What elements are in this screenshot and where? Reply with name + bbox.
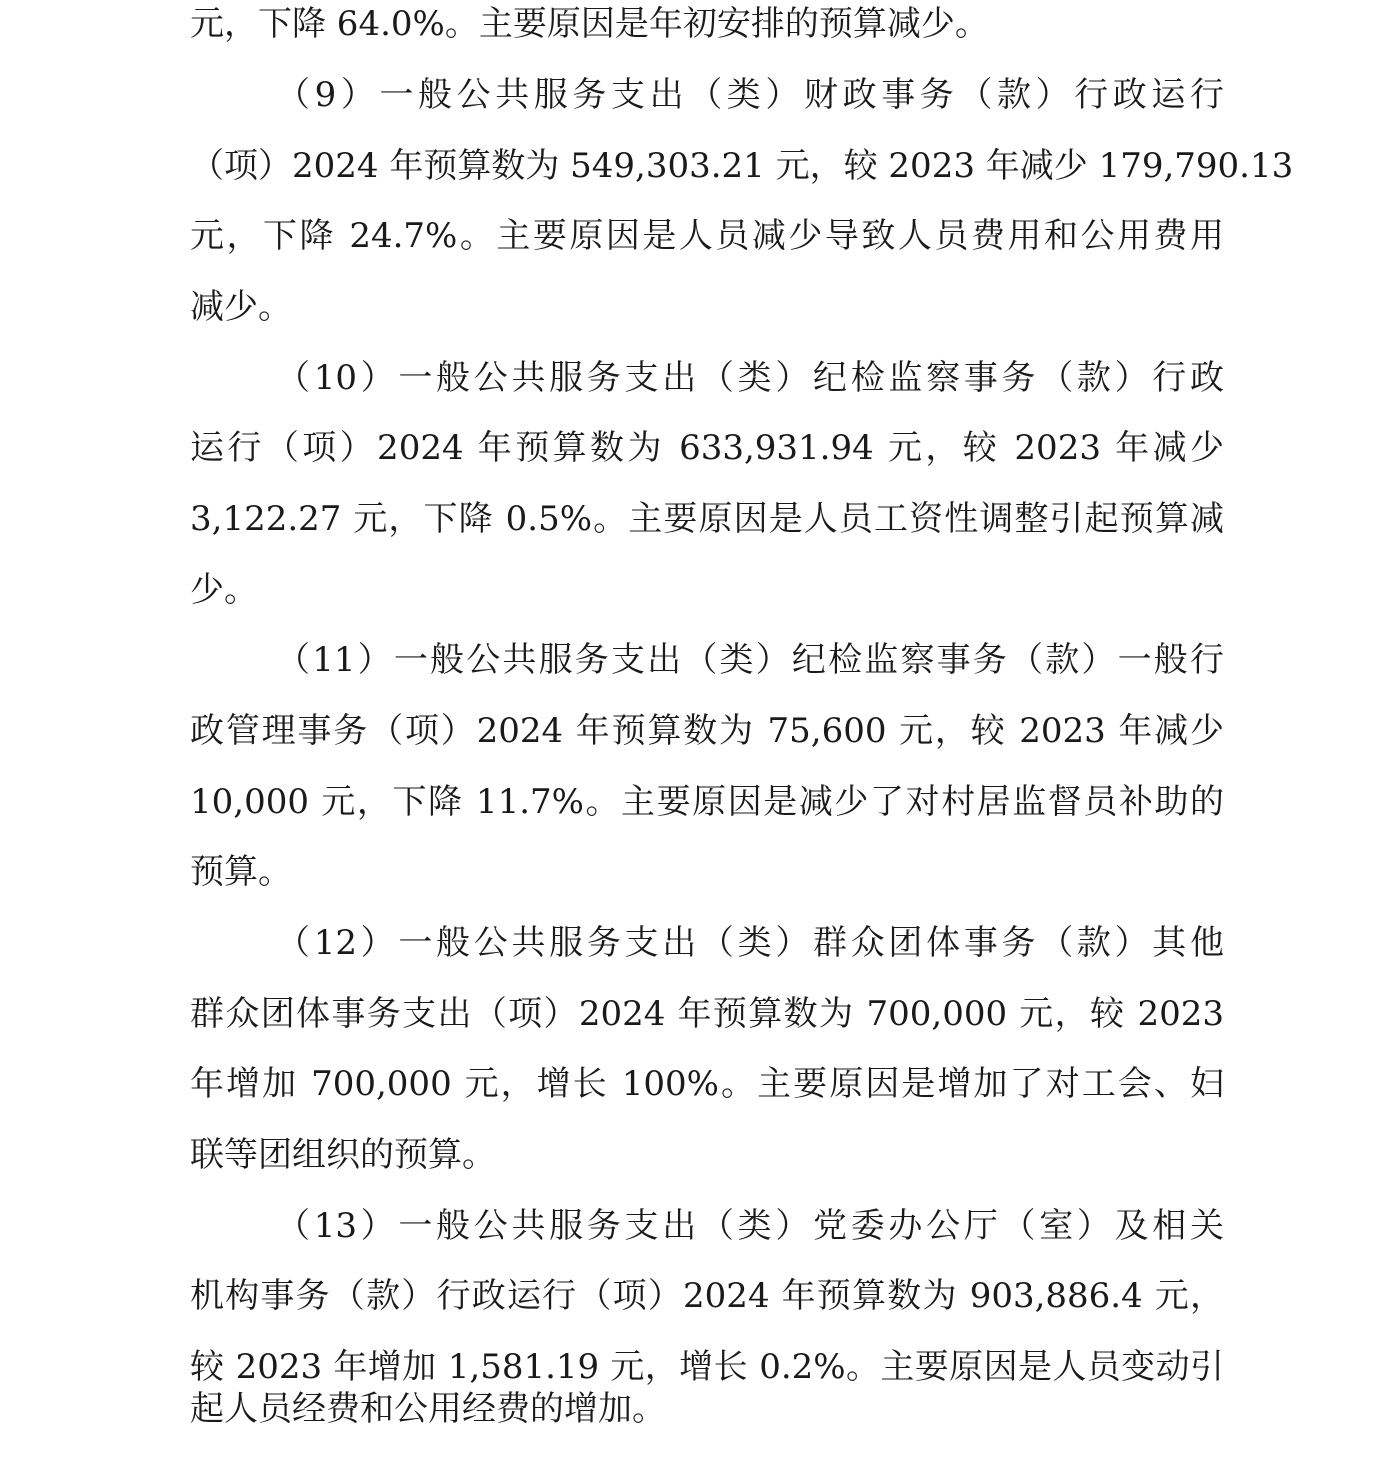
- paragraph-10-line-4: 少。: [190, 570, 258, 610]
- paragraph-9-line-1: （9）一般公共服务支出（类）财政事务（款）行政运行: [276, 75, 1224, 115]
- paragraph-9-line-3: 元，下降 24.7%。主要原因是人员减少导致人员费用和公用费用: [190, 216, 1224, 256]
- paragraph-9-line-2: （项）2024 年预算数为 549,303.21 元，较 2023 年减少 179,790.13: [190, 146, 1294, 186]
- paragraph-13-line-1: （13）一般公共服务支出（类）党委办公厅（室）及相关: [276, 1206, 1224, 1246]
- paragraph-10-line-3: 3,122.27 元，下降 0.5%。主要原因是人员工资性调整引起预算减: [190, 499, 1224, 539]
- paragraph-10-line-1: （10）一般公共服务支出（类）纪检监察事务（款）行政: [276, 358, 1224, 398]
- paragraph-13-line-4: 起人员经费和公用经费的增加。: [190, 1389, 666, 1429]
- paragraph-12-line-3: 年增加 700,000 元，增长 100%。主要原因是增加了对工会、妇: [190, 1064, 1224, 1104]
- paragraph-12-line-1: （12）一般公共服务支出（类）群众团体事务（款）其他: [276, 923, 1224, 963]
- paragraph-13-line-2: 机构事务（款）行政运行（项）2024 年预算数为 903,886.4 元，: [190, 1276, 1224, 1316]
- paragraph-11-line-2: 政管理事务（项）2024 年预算数为 75,600 元，较 2023 年减少: [190, 711, 1224, 751]
- text-line-1: 元，下降 64.0%。主要原因是年初安排的预算减少。: [190, 4, 989, 44]
- paragraph-13-line-3: 较 2023 年增加 1,581.19 元，增长 0.2%。主要原因是人员变动引: [190, 1347, 1224, 1387]
- paragraph-12-line-2: 群众团体事务支出（项）2024 年预算数为 700,000 元，较 2023: [190, 994, 1224, 1034]
- paragraph-9-line-4: 减少。: [190, 287, 292, 327]
- paragraph-10-line-2: 运行（项）2024 年预算数为 633,931.94 元，较 2023 年减少: [190, 428, 1224, 468]
- paragraph-11-line-1: （11）一般公共服务支出（类）纪检监察事务（款）一般行: [276, 640, 1224, 680]
- paragraph-12-line-4: 联等团组织的预算。: [190, 1135, 496, 1175]
- paragraph-11-line-3: 10,000 元，下降 11.7%。主要原因是减少了对村居监督员补助的: [190, 782, 1224, 822]
- paragraph-11-line-4: 预算。: [190, 852, 292, 892]
